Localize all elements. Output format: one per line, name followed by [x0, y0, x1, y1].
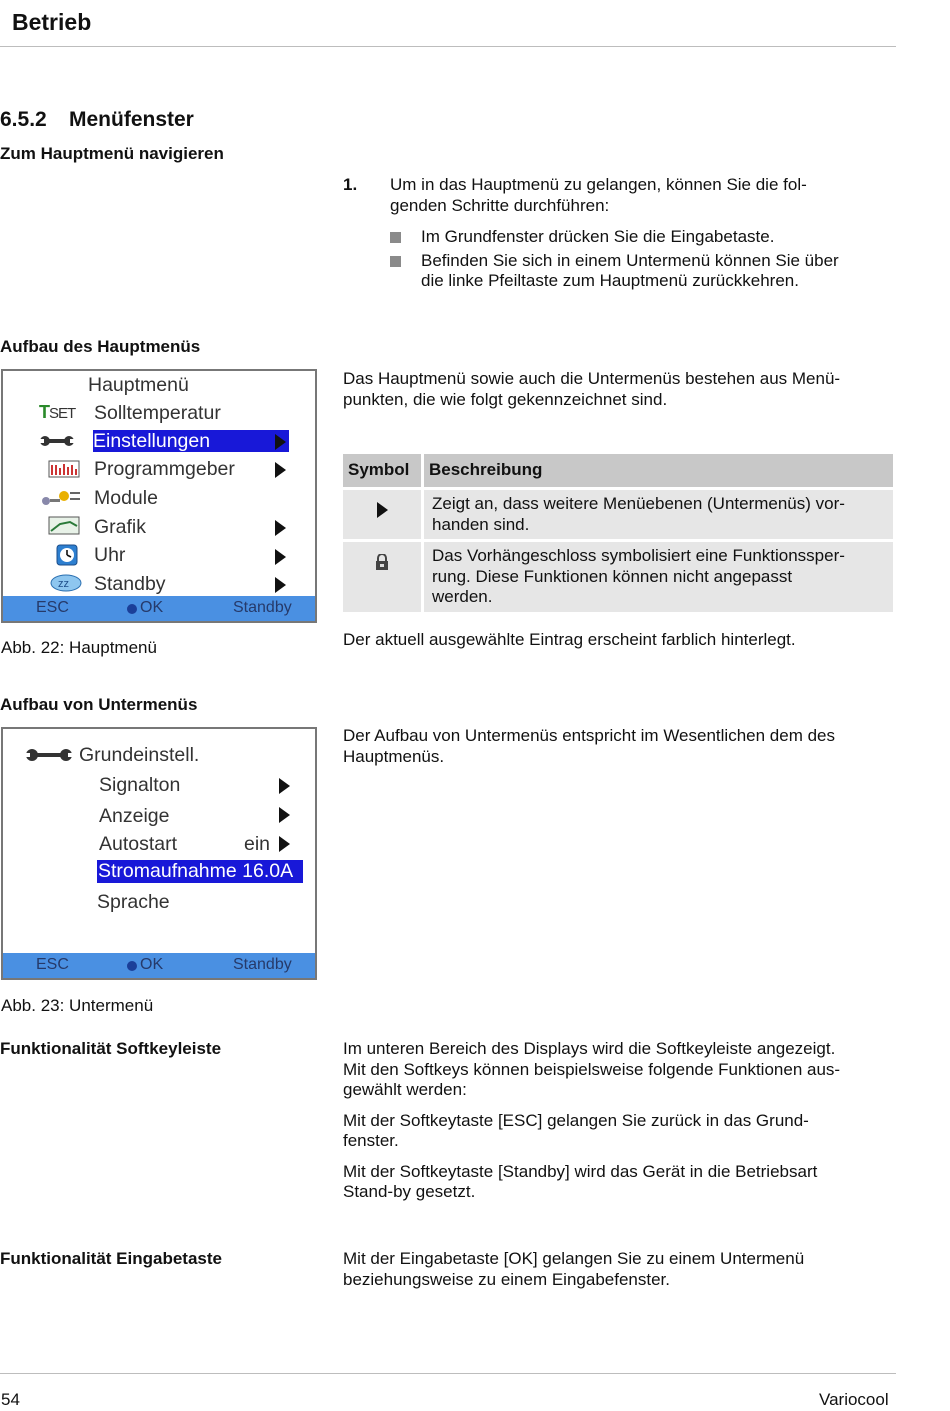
menu-item-module[interactable]: Module [94, 487, 158, 509]
softkey-ok[interactable]: OK [140, 956, 164, 973]
submenu-arrow-icon [275, 577, 286, 593]
symbol-cell [343, 542, 421, 612]
wrench-icon [25, 746, 73, 764]
text-line: Stand-by gesetzt. [343, 1182, 476, 1201]
menu-item-autostart[interactable]: Autostart [99, 833, 178, 855]
step-text-line: genden Schritte durchführen: [390, 195, 610, 215]
sub-menu-screen [1, 727, 317, 980]
description-line: Das Vorhängeschloss symbolisiert eine Funktionssper- [432, 546, 845, 565]
submenu-arrow-icon [279, 778, 290, 794]
screen-title: Grundeinstell. [79, 744, 200, 766]
menu-item-anzeige[interactable]: Anzeige [99, 805, 170, 827]
wrench-icon [40, 433, 74, 449]
text-line: gewählt werden: [343, 1080, 467, 1099]
header-title: Betrieb [12, 9, 92, 35]
square-bullet-icon [390, 232, 401, 243]
softkey-heading: Funktionalität Softkeyleiste [0, 1039, 222, 1058]
square-bullet-icon [390, 256, 401, 267]
menu-item-stromaufnahme[interactable] [97, 860, 303, 883]
softkey-text [343, 1039, 840, 1203]
selection-note: Der aktuell ausgewählte Eintrag erscheint farblich hinterlegt. [343, 630, 796, 649]
padlock-icon [375, 554, 389, 570]
module-icon [40, 489, 84, 507]
text-line: beziehungsweise zu einem Eingabefenster. [343, 1269, 670, 1289]
graph-icon [48, 516, 80, 535]
enter-text [343, 1249, 804, 1290]
arrow-right-icon [377, 502, 388, 518]
program-icon [48, 460, 80, 478]
menu-item-sprache[interactable]: Sprache [97, 891, 170, 913]
main-menu-intro [343, 369, 840, 410]
figure-caption: Abb. 23: Untermenü [1, 996, 154, 1015]
menu-item-programmgeber[interactable]: Programmgeber [94, 458, 235, 480]
standby-icon [49, 573, 83, 593]
menu-item-standby[interactable]: Standby [94, 573, 166, 595]
header-rule [0, 46, 896, 47]
text-line: Im unteren Bereich des Displays wird die Softkeyleiste angezeigt. [343, 1039, 836, 1058]
submenu-arrow-icon [275, 462, 286, 478]
text-line: Mit der Eingabetaste [OK] gelangen Sie zu einem Untermenü [343, 1249, 805, 1268]
description-line: werden. [432, 587, 493, 606]
softkey-standby[interactable]: Standby [233, 956, 292, 973]
text-line: Mit der Softkeytaste [ESC] gelangen Sie zurück in das Grund- [343, 1110, 809, 1130]
submenu-arrow-icon [275, 434, 286, 450]
text-line: Mit der Softkeytaste [Standby] wird das Gerät in die Betriebsart [343, 1161, 818, 1181]
svg-text:zz: zz [58, 578, 69, 590]
description-line: Zeigt an, dass weitere Menüebenen (Untermenüs) vor- [432, 494, 845, 513]
text-line: fenster. [343, 1131, 399, 1150]
submenu-arrow-icon [275, 520, 286, 536]
text-line: Mit den Softkeys können beispielsweise folgende Funktionen aus- [343, 1059, 841, 1079]
main-menu-screen [1, 369, 317, 623]
softkey-esc[interactable]: ESC [36, 599, 69, 616]
autostart-value: ein [244, 833, 271, 855]
enter-heading: Funktionalität Eingabetaste [0, 1249, 222, 1268]
step-text-line: Um in das Hauptmenü zu gelangen, können Sie die fol- [390, 175, 807, 194]
section-number: 6.5.2 [0, 108, 47, 131]
step-number: 1. [343, 175, 358, 194]
softkey-ok[interactable]: OK [140, 599, 164, 616]
intro-line: Das Hauptmenü sowie auch die Untermenüs bestehen aus Menü- [343, 369, 841, 388]
ok-dot-icon [127, 604, 137, 614]
table-row [343, 490, 893, 539]
list-item [390, 251, 900, 292]
clock-icon [56, 544, 78, 566]
page-number: 54 [1, 1390, 20, 1409]
menu-item-label: Stromaufnahme 16.0A [98, 860, 294, 882]
table-row [343, 542, 893, 612]
text-line: Der Aufbau von Untermenüs entspricht im Wesentlichen dem des [343, 726, 835, 745]
menu-item-einstellungen[interactable] [93, 430, 289, 452]
nav-heading: Zum Hauptmenü navigieren [0, 144, 224, 163]
symbol-table [340, 451, 896, 615]
menu-item-solltemperatur[interactable]: Solltemperatur [94, 402, 221, 424]
submenu-arrow-icon [279, 807, 290, 823]
table-header-description: Beschreibung [424, 454, 893, 487]
menu-item-signalton[interactable]: Signalton [99, 774, 181, 796]
bullet-text: Befinden Sie sich in einem Untermenü können Sie über [421, 250, 839, 270]
footer-rule [0, 1373, 896, 1374]
description-line: rung. Diese Funktionen können nicht angepasst [432, 566, 793, 586]
tset-icon: TSET [39, 402, 76, 422]
bullet-text: Im Grundfenster drücken Sie die Eingabetaste. [421, 227, 775, 246]
screen-title: Hauptmenü [88, 374, 189, 396]
sub-menu-heading: Aufbau von Untermenüs [0, 695, 198, 714]
menu-item-grafik[interactable]: Grafik [94, 516, 147, 538]
softkey-bar [3, 953, 315, 978]
softkey-standby[interactable]: Standby [233, 599, 292, 616]
menu-item-uhr[interactable]: Uhr [94, 544, 126, 566]
softkey-esc[interactable]: ESC [36, 956, 69, 973]
description-line: handen sind. [432, 514, 530, 534]
submenu-arrow-icon [279, 836, 290, 852]
main-menu-heading: Aufbau des Hauptmenüs [0, 337, 201, 356]
bullet-text: die linke Pfeiltaste zum Hauptmenü zurückkehren. [421, 271, 799, 290]
product-name: Variocool [819, 1390, 889, 1409]
menu-item-label: Einstellungen [93, 430, 211, 452]
figure-caption: Abb. 22: Hauptmenü [1, 638, 157, 657]
ok-dot-icon [127, 961, 137, 971]
bullet-list [390, 227, 900, 292]
section-title: Menüfenster [69, 108, 194, 131]
description-cell [424, 542, 893, 612]
list-item [390, 227, 900, 248]
intro-line: punkten, die wie folgt gekennzeichnet sind. [343, 389, 668, 409]
description-cell [424, 490, 893, 539]
table-header-symbol: Symbol [343, 454, 421, 487]
text-line: Hauptmenüs. [343, 746, 445, 766]
sub-menu-text [343, 726, 835, 767]
symbol-cell [343, 490, 421, 539]
submenu-arrow-icon [275, 549, 286, 565]
step-text [390, 175, 807, 216]
softkey-bar [3, 596, 315, 621]
